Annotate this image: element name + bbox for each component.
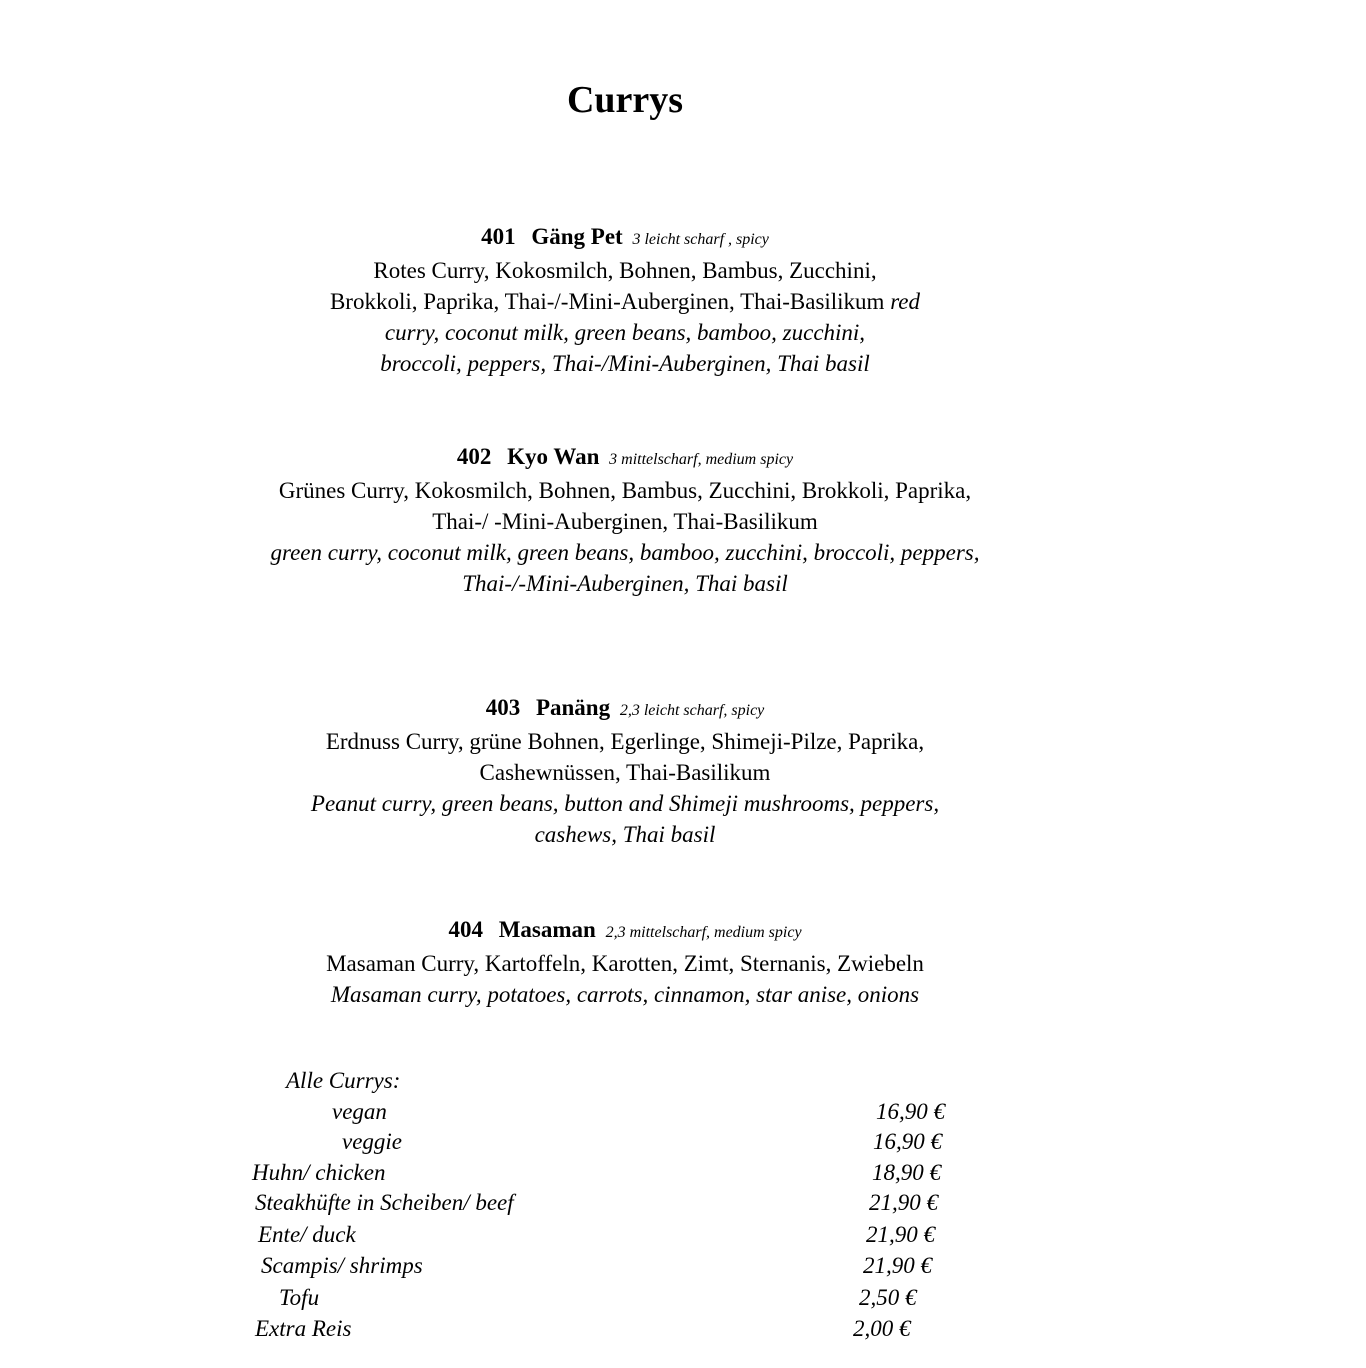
price-list	[0, 1068, 1366, 1368]
price-value: 21,90 €	[869, 1190, 938, 1215]
spice-level: 3 leicht scharf , spicy	[632, 231, 769, 248]
dish-403	[0, 692, 1250, 850]
page-title: Currys	[566, 79, 684, 121]
price-label: Scampis/ shrimps	[261, 1253, 423, 1278]
dish-header	[0, 441, 1250, 475]
dish-name: Panäng	[535, 695, 611, 720]
spice-level: 2,3 mittelscharf, medium spicy	[605, 924, 802, 941]
description-line-english: green curry, coconut milk, green beans, bamboo, zucchini, broccoli, peppers,	[270, 540, 980, 565]
description-line-english: cashews, Thai basil	[534, 822, 716, 847]
spice-level: 2,3 leicht scharf, spicy	[619, 702, 765, 719]
description-line: Rotes Curry, Kokosmilch, Bohnen, Bambus, Zucchini,	[373, 258, 877, 283]
dish-number: 402	[456, 444, 492, 469]
description-line: Thai-/ -Mini-Auberginen, Thai-Basilikum	[432, 509, 818, 534]
price-row	[0, 1160, 1366, 1191]
dish-name: Kyo Wan	[507, 444, 600, 469]
dish-header	[0, 221, 1250, 255]
dish-number: 401	[481, 224, 516, 249]
price-row	[0, 1129, 1366, 1160]
price-label: vegan	[332, 1099, 387, 1124]
description-line-english: Thai-/-Mini-Auberginen, Thai basil	[462, 571, 788, 596]
dish-404	[0, 914, 1250, 1010]
price-row	[0, 1285, 1366, 1316]
price-value: 2,00 €	[853, 1316, 911, 1341]
description-line: Cashewnüssen, Thai-Basilikum	[479, 760, 771, 785]
price-row	[0, 1099, 1366, 1130]
price-value: 2,50 €	[859, 1285, 917, 1310]
dish-number: 403	[485, 695, 521, 720]
price-row	[0, 1316, 1366, 1347]
price-row	[0, 1222, 1366, 1253]
dish-name: Masaman	[498, 917, 596, 942]
price-list-heading: Alle Currys:	[286, 1068, 401, 1093]
dish-header	[0, 692, 1250, 726]
description-line: Masaman Curry, Kartoffeln, Karotten, Zimt, Sternanis, Zwiebeln	[326, 951, 924, 976]
dish-402	[0, 441, 1250, 599]
price-label: veggie	[342, 1129, 403, 1154]
dish-401	[0, 221, 1250, 379]
price-row	[0, 1190, 1366, 1221]
description-line: Erdnuss Curry, grüne Bohnen, Egerlinge, Shimeji-Pilze, Paprika,	[325, 729, 925, 754]
dish-name: Gäng Pet	[531, 224, 623, 249]
price-value: 16,90 €	[873, 1129, 942, 1154]
price-label: Steakhüfte in Scheiben/ beef	[255, 1190, 514, 1215]
price-value: 21,90 €	[866, 1222, 935, 1247]
spice-level: 3 mittelscharf, medium spicy	[609, 451, 794, 468]
description-line: Grünes Curry, Kokosmilch, Bohnen, Bambus, Zucchini, Brokkoli, Paprika,	[278, 478, 972, 503]
dish-header	[0, 914, 1250, 948]
dish-number: 404	[448, 917, 483, 942]
price-value: 16,90 €	[876, 1099, 945, 1124]
price-value: 18,90 €	[872, 1160, 941, 1185]
price-label: Tofu	[279, 1285, 320, 1310]
description-line-english: Masaman curry, potatoes, carrots, cinnamon, star anise, onions	[330, 982, 920, 1007]
price-label: Huhn/ chicken	[252, 1160, 386, 1185]
price-value: 21,90 €	[863, 1253, 932, 1278]
description-line-english: broccoli, peppers, Thai-/Mini-Auberginen, Thai basil	[380, 351, 870, 376]
price-label: Ente/ duck	[258, 1222, 356, 1247]
description-line-english: curry, coconut milk, green beans, bamboo, zucchini,	[384, 320, 866, 345]
price-label: Extra Reis	[255, 1316, 352, 1341]
price-row	[0, 1253, 1366, 1284]
description-line-english: Peanut curry, green beans, button and Shimeji mushrooms, peppers,	[310, 791, 940, 816]
description-line: Brokkoli, Paprika, Thai-/-Mini-Auberginen, Thai-Basilikum red	[329, 289, 921, 314]
